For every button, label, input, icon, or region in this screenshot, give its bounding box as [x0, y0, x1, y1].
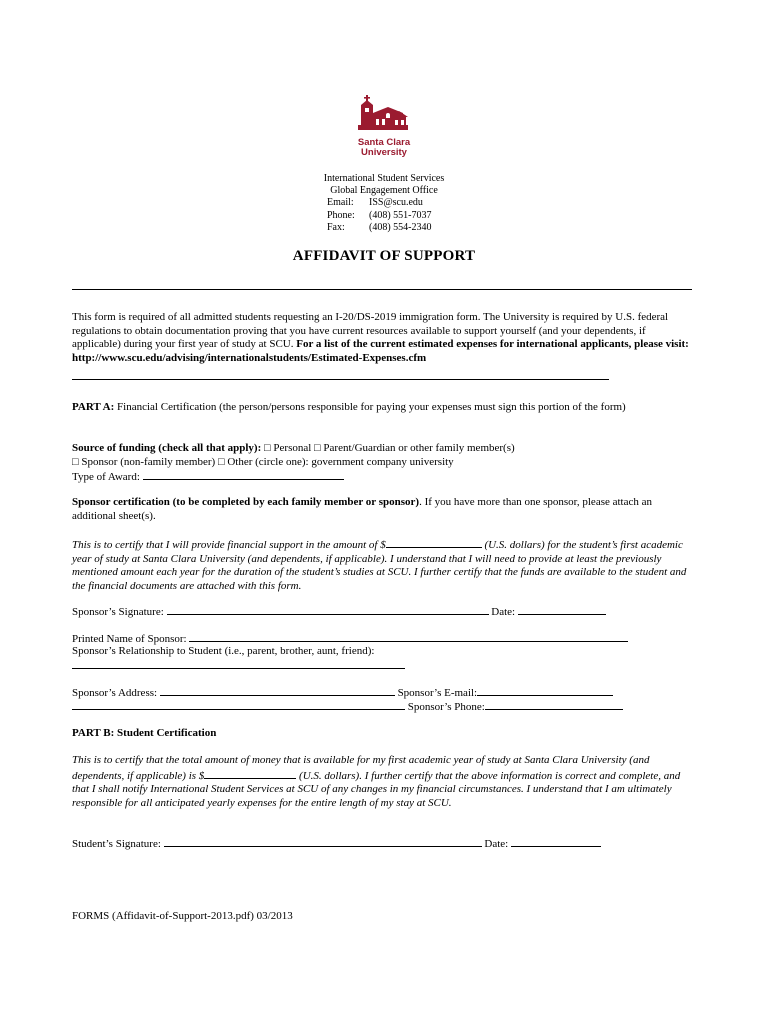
logo-line-1: Santa Clara [357, 137, 411, 148]
sponsor-cert-heading [72, 496, 694, 523]
address-field-1[interactable] [160, 685, 395, 696]
source-label: Source of funding (check all that apply): [72, 442, 262, 454]
student-amount-field[interactable] [204, 768, 296, 779]
email-row [280, 197, 488, 209]
intro-divider [72, 379, 609, 380]
sponsor-signature-field[interactable] [167, 604, 489, 615]
printed-name-field[interactable] [189, 631, 628, 642]
sponsor-address-row-2 [72, 699, 623, 715]
email-value[interactable]: ISS@scu.edu [369, 197, 423, 209]
intro-text: This form is required of all admitted students requesting an I-20/DS-2019 immigration form. The University is required by U.S. federal regulations to obtain documentation proving that you have current resources available to support yourself (and your dependents, if applicable) during your first year of study at SCU. [72, 311, 669, 351]
student-signature-field[interactable] [164, 836, 482, 847]
fax-label: Fax: [327, 221, 345, 233]
source-of-funding [72, 442, 694, 485]
logo-line-2: University [361, 147, 407, 158]
student-cert-text-1: This is to certify that the total amount of money that is available for my first academic year of study at Santa Clara University (and dependents, if applicable) is $ [72, 754, 650, 782]
part-a-heading [72, 401, 694, 415]
intro-expenses-link[interactable]: For a list of the current estimated expenses for international applicants, please visit: http://www.scu.edu/advising/internationalstudents/Estimated-Expenses.cfm [72, 338, 689, 364]
logo-wordmark [345, 138, 423, 158]
email-label: Email: [327, 197, 354, 209]
contact-block [280, 173, 488, 234]
student-signature-label: Student’s Signature: [72, 838, 164, 850]
sponsor-signature-label: Sponsor’s Signature: [72, 606, 167, 618]
intro-paragraph [72, 311, 694, 365]
source-options-2[interactable]: □ Sponsor (non-family member) □ Other (circle one): government company university [72, 455, 454, 468]
sponsor-amount-field[interactable] [386, 537, 482, 548]
student-cert-statement [72, 754, 694, 810]
phone-label: Phone: [327, 209, 355, 221]
relationship-label: Sponsor’s Relationship to Student (i.e., parent, brother, aunt, friend): [72, 645, 375, 657]
relationship-line-row [72, 658, 405, 674]
phone-value: (408) 551-7037 [369, 209, 432, 221]
sponsor-email-field[interactable] [477, 685, 613, 696]
fax-value: (408) 554-2340 [369, 221, 432, 233]
office-name-2: Global Engagement Office [330, 185, 438, 197]
address-field-2[interactable] [72, 699, 405, 710]
sponsor-signature-row [72, 604, 606, 620]
sponsor-date-field[interactable] [518, 604, 606, 615]
award-label: Type of Award: [72, 471, 143, 484]
sponsor-cert-statement [72, 537, 694, 593]
printed-name-label: Printed Name of Sponsor: [72, 633, 190, 645]
student-cert-text-2: (U.S. dollars). I further certify that the above information is correct and complete, and that I shall notify International Student Services at SCU of any changes in my financial circumstances. I understand that I am ultimately responsible for all anticipated yearly expenses for the entire length of my stay at SCU. [72, 769, 681, 809]
fax-row [280, 222, 488, 234]
title-divider [72, 289, 692, 290]
sponsor-cert-text-2: (U.S. dollars) for the student’s first academic year of study at Santa Clara University (and dependents, if applicable). I understand that I will need to provide at least the previously mentioned amount each year for the duration of the student’s studies at SCU. I further certify that the funds are available to the student and the financial documents are attached with this form. [72, 539, 687, 592]
sponsor-email-label: Sponsor’s E-mail: [394, 687, 478, 699]
part-b-heading: PART B: Student Certification [72, 727, 217, 739]
sponsor-date-label: Date: [491, 606, 518, 618]
part-a-label: PART A: [72, 401, 115, 413]
student-signature-row [72, 836, 601, 852]
sponsor-cert-label: Sponsor certification (to be completed by each family member or sponsor) [72, 496, 420, 508]
phone-row [280, 210, 488, 222]
footer-form-id: FORMS (Affidavit-of-Support-2013.pdf) 03/2013 [72, 910, 293, 922]
sponsor-cert-text-1: This is to certify that I will provide financial support in the amount of $ [72, 539, 386, 551]
student-date-field[interactable] [511, 836, 601, 847]
relationship-row [72, 645, 374, 659]
sponsor-phone-field[interactable] [485, 699, 623, 710]
relationship-field[interactable] [72, 658, 405, 669]
source-options-1[interactable]: □ Personal □ Parent/Guardian or other family member(s) [261, 442, 515, 454]
student-date-label: Date: [484, 838, 511, 850]
award-field[interactable] [143, 469, 344, 480]
page-title: AFFIDAVIT OF SUPPORT [292, 248, 476, 264]
sponsor-phone-label: Sponsor’s Phone: [405, 701, 485, 713]
part-a-description: Financial Certification (the person/persons responsible for paying your expenses must sign this portion of the form) [114, 401, 626, 413]
sponsor-cert-note: . If you have more than one sponsor, please attach an additional sheet(s). [72, 496, 653, 522]
address-label: Sponsor’s Address: [72, 687, 160, 699]
office-name-1: International Student Services [323, 173, 445, 184]
